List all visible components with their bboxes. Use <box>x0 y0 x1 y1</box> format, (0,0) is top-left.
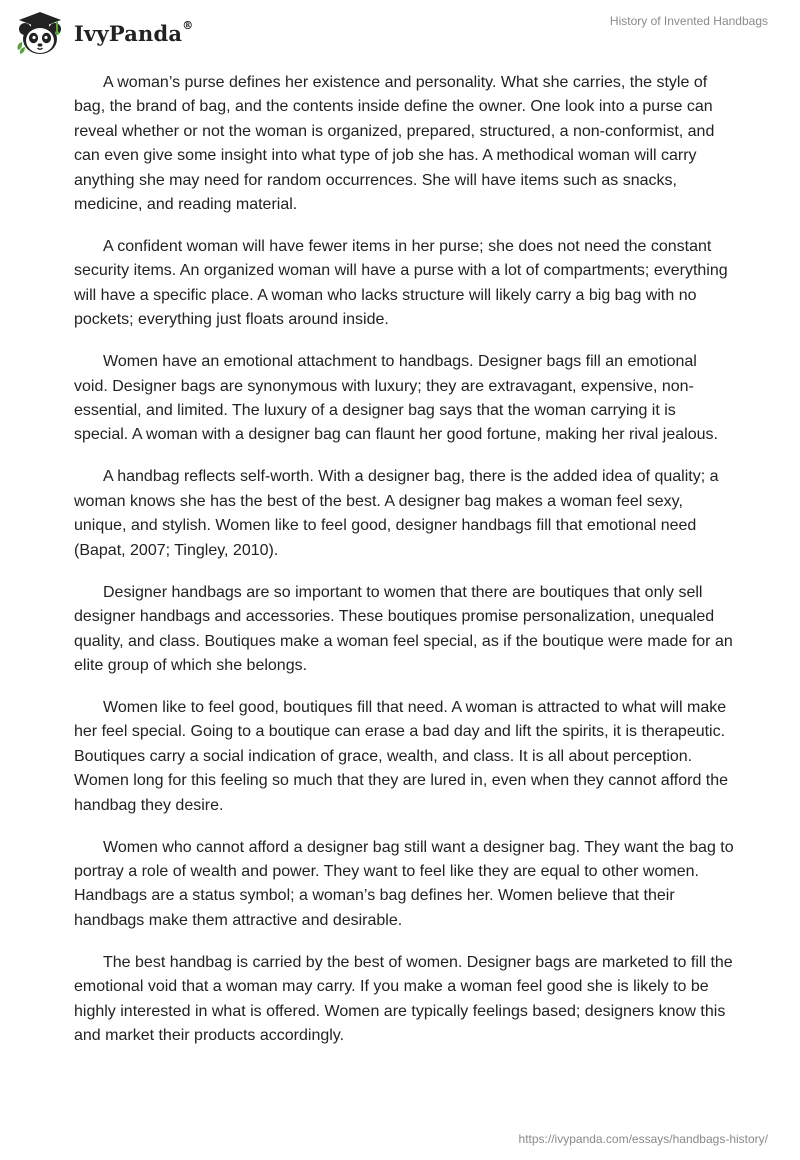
paragraph: Designer handbags are so important to women that there are boutiques that only sell designer handbags and accessories. These boutiques promise personalization, unequaled quality, and class. Boutiques make a woman feel special, as if the boutique were made for an elite group of which she belongs. <box>74 583 733 674</box>
source-url[interactable]: https://ivypanda.com/essays/handbags-history/ <box>518 1132 768 1146</box>
paragraph: The best handbag is carried by the best of women. Designer bags are marketed to fill the emotional void that a woman may carry. If you make a woman feel good she is likely to be highly interested in what is offered. Women are typically feelings based; designers know this and market their products accordingly. <box>74 953 733 1044</box>
paragraph: Women like to feel good, boutiques fill that need. A woman is attracted to what will make her feel special. Going to a boutique can erase a bad day and lift the spirits, it is therapeutic. Boutiques carry a social indication of grace, wealth, and class. It is all about perception. Women long for this feeling so much that they are lured in, even when they cannot afford the handbag they desire. <box>74 698 729 814</box>
paragraph: Women who cannot afford a designer bag still want a designer bag. They want the bag to portray a role of wealth and power. They want to feel like they are equal to other women. Handbags are a status symbol; a woman’s bag defines her. Women believe that their handbags make them attractive and desirable. <box>74 838 734 929</box>
paragraph: A woman’s purse defines her existence and personality. What she carries, the style of bag, the brand of bag, and the contents inside define the owner. One look into a purse can reveal whether or not the woman is organized, prepared, structured, a non-conformist, and can even give some insight into what type of job she has. A methodical woman will carry anything she may need for random occurrences. She will have items such as snacks, medicine, and reading material. <box>74 74 715 214</box>
brand-name: IvyPanda® <box>74 18 194 46</box>
paragraph: A confident woman will have fewer items in her purse; she does not need the constant security items. An organized woman will have a purse with a lot of compartments; everything will have a specific place. A woman who lacks structure will likely carry a big bag with no pockets; everything just floats around inside. <box>74 238 728 329</box>
paragraph: A handbag reflects self-worth. With a designer bag, there is the added idea of quality; a woman knows she has the best of the best. A designer bag makes a woman feel sexy, unique, and stylish. Women like to feel good, designer handbags fill that emotional need (Bapat, 2007; Tingley, 2010). <box>74 468 719 559</box>
essay-body <box>74 71 734 1066</box>
paragraph: Women have an emotional attachment to handbags. Designer bags fill an emotional void. Designer bags are synonymous with luxury; they are extravagant, expensive, non-essential, and limited. The luxury of a designer bag says that the woman carrying it is special. A woman with a designer bag can flaunt her good fortune, making her rival jealous. <box>74 353 718 444</box>
page-header <box>0 0 800 70</box>
document-title: History of Invented Handbags <box>609 14 768 28</box>
ivypanda-logo[interactable] <box>14 10 193 56</box>
registered-mark: ® <box>182 18 194 32</box>
panda-graduate-logo-icon <box>14 10 66 56</box>
